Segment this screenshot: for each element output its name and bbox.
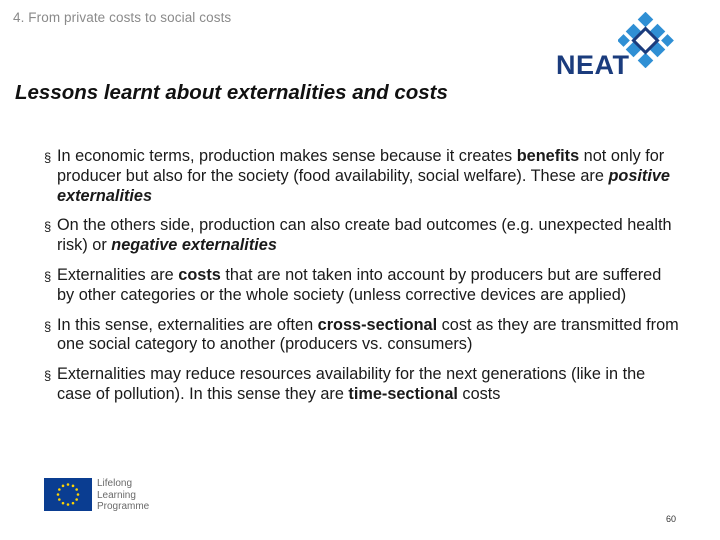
bullet-text-segment: costs	[457, 384, 501, 403]
bullet-item	[44, 147, 680, 206]
bullet-text-segment: not only for producer but also for the society (food availability, social welfare). These are	[57, 147, 665, 185]
bullet-text-segment: In this sense, externalities are often	[57, 315, 318, 334]
lifelong-learning-logo	[44, 478, 174, 518]
eu-star-icon	[77, 493, 80, 496]
bullet-marker-icon: §	[44, 219, 52, 235]
eu-star-icon	[62, 502, 65, 505]
eu-star-icon	[58, 488, 61, 491]
bullet-text-segment: negative externalities	[111, 236, 277, 255]
bullet-text-segment: cross-sectional	[317, 315, 438, 334]
bullet-list	[44, 147, 680, 415]
bullet-item	[44, 266, 680, 306]
bullet-marker-icon: §	[44, 268, 52, 284]
bullet-text-segment: On the others side, production can also create bad outcomes (e.g. unexpected health risk) or	[57, 216, 672, 255]
neat-logo	[556, 12, 676, 84]
bullet-marker-icon: §	[44, 150, 52, 165]
eu-star-icon	[67, 483, 70, 486]
bullet-text-segment: benefits	[516, 147, 580, 165]
eu-flag-icon	[44, 478, 92, 511]
bullet-text-segment: In economic terms, production makes sense because it creates	[57, 147, 517, 165]
neat-diamond-icon	[618, 12, 674, 68]
eu-star-icon	[75, 498, 78, 501]
slide-title: Lessons learnt about externalities and costs	[15, 81, 448, 104]
bullet-text-segment: time-sectional	[348, 384, 458, 403]
eu-star-icon	[72, 502, 75, 505]
bullet-item	[44, 365, 680, 405]
eu-star-icon	[58, 498, 61, 501]
bullet-text-segment: Externalities are	[57, 265, 179, 284]
page-number: 60	[665, 514, 676, 524]
bullet-item	[44, 316, 680, 356]
eu-star-icon	[67, 503, 70, 506]
bullet-marker-icon: §	[44, 318, 52, 334]
eu-star-icon	[75, 488, 78, 491]
bullet-text-segment: costs	[178, 265, 221, 284]
programme-line: Lifelong	[97, 478, 133, 489]
neat-logo-text: NEAT	[556, 50, 630, 80]
bullet-text-segment: that are not taken into account by producers but are suffered by other categories or the whole society (unless corrective devices are applied)	[57, 265, 662, 304]
eu-star-icon	[62, 485, 65, 488]
bullet-text-segment: cost as they are transmitted from one social category to another (producers vs. consumers)	[57, 315, 679, 354]
bullet-marker-icon: §	[44, 368, 52, 384]
programme-line: Programme	[97, 501, 150, 512]
bullet-item	[44, 216, 680, 256]
section-label: 4. From private costs to social costs	[13, 10, 232, 25]
programme-name	[97, 478, 149, 513]
programme-line: Learning	[97, 489, 136, 501]
eu-star-icon	[72, 485, 75, 488]
bullet-text-segment: positive externalities	[57, 166, 670, 205]
eu-star-icon	[57, 493, 60, 496]
bullet-text-segment: Externalities may reduce resources availability for the next generations (like in the case of pollution). In this sense they are	[57, 365, 646, 403]
